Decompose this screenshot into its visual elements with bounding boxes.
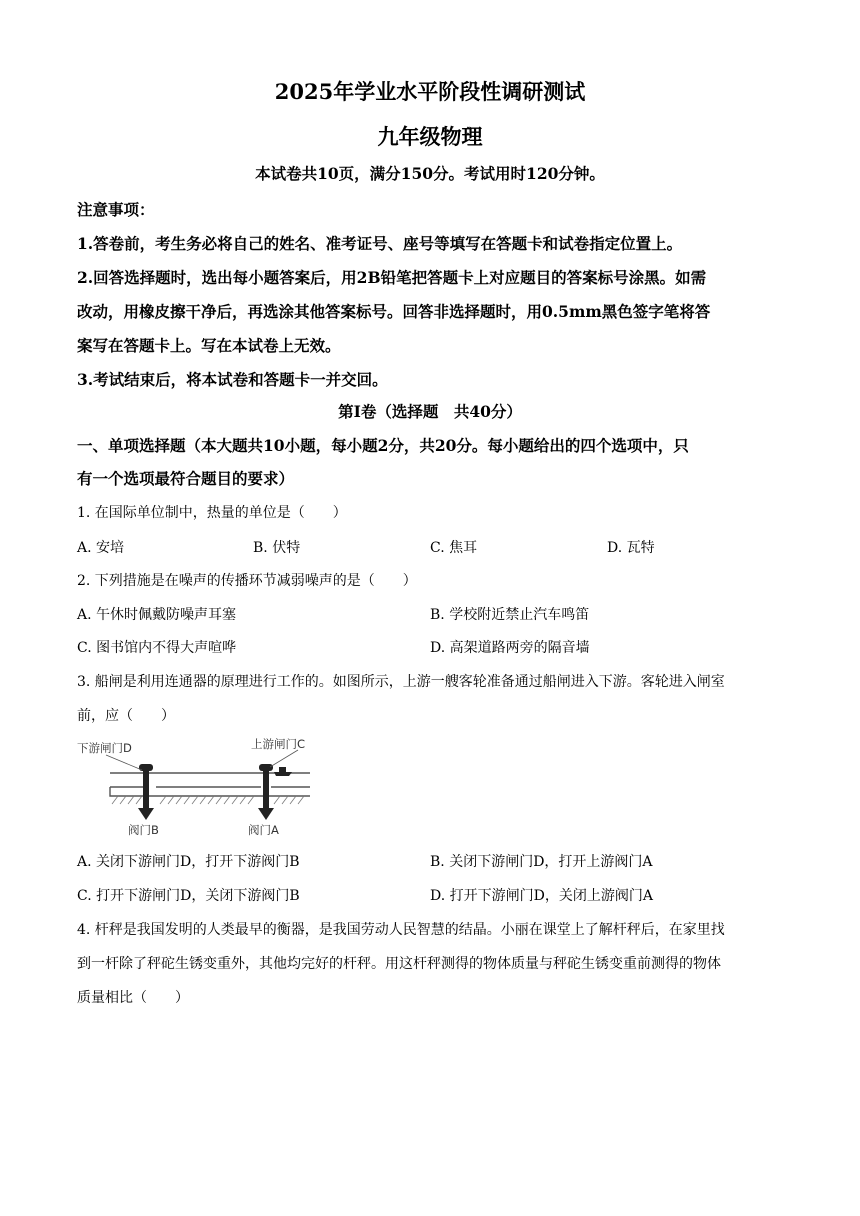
q1-option-b: B. 伏特 — [253, 540, 301, 556]
q4-stem-line-2: 到一杆除了秤砣生锈变重外，其他均完好的杆秤。用这杆秤测得的物体质量与秤砣生锈变重前测得的物体 — [77, 956, 721, 972]
valve-a — [258, 808, 274, 820]
q1-stem: 1. 在国际单位制中，热量的单位是（ ） — [77, 505, 347, 521]
gate-c-post — [263, 770, 269, 810]
ship-hull — [274, 772, 292, 776]
q1-option-a: A. 安培 — [77, 540, 125, 556]
gate-d-post — [143, 770, 149, 810]
q3-stem-line-2: 前，应（ ） — [77, 708, 175, 724]
exam-title: 2025年学业水平阶段性调研测试 — [274, 79, 586, 104]
leader-gate-d — [106, 755, 142, 770]
q3-option-b: B. 关闭下游闸门D，打开上游阀门A — [430, 854, 653, 870]
label-gate-c: 上游闸门C — [251, 737, 306, 751]
label-valve-a: 阀门A — [248, 823, 279, 837]
notice-item-2-line-2: 改动，用橡皮擦干净后，再选涂其他答案标号。回答非选择题时，用0.5mm黑色签字笔将答 — [77, 302, 711, 321]
notice-item-2-line-3: 案写在答题卡上。写在本试卷上无效。 — [77, 336, 341, 355]
q2-option-a: A. 午休时佩戴防噪声耳塞 — [77, 607, 237, 623]
channel-bottom — [110, 787, 310, 796]
exam-subtitle: 九年级物理 — [377, 124, 483, 149]
volume-heading: 第Ⅰ卷（选择题 共40分） — [338, 402, 522, 421]
q1-option-c: C. 焦耳 — [430, 540, 478, 556]
q1-option-d: D. 瓦特 — [607, 540, 655, 556]
notice-item-2-line-1: 2.回答选择题时，选出每小题答案后，用2B铅笔把答题卡上对应题目的答案标号涂黑。如需 — [77, 268, 707, 287]
part1-heading-line-1: 一、单项选择题（本大题共10小题，每小题2分，共20分。每小题给出的四个选项中，只 — [77, 436, 689, 455]
gate-c — [259, 764, 273, 771]
q2-option-b: B. 学校附近禁止汽车鸣笛 — [430, 607, 590, 623]
notice-item-3: 3.考试结束后，将本试卷和答题卡一并交回。 — [77, 370, 388, 389]
q2-option-c: C. 图书馆内不得大声喧哗 — [77, 640, 237, 656]
q3-option-c: C. 打开下游闸门D，关闭下游阀门B — [77, 888, 300, 904]
notice-item-1: 1.答卷前，考生务必将自己的姓名、准考证号、座号等填写在答题卡和试卷指定位置上。 — [77, 234, 683, 253]
ship-lock-diagram — [76, 734, 316, 842]
q4-stem-line-1: 4. 杆秤是我国发明的人类最早的衡器，是我国劳动人民智慧的结晶。小丽在课堂上了解杆秤后，在家里找 — [77, 922, 725, 938]
q2-stem: 2. 下列措施是在噪声的传播环节减弱噪声的是（ ） — [77, 573, 417, 589]
leader-gate-c — [270, 750, 298, 767]
q4-stem-line-3: 质量相比（ ） — [77, 990, 189, 1006]
notice-heading: 注意事项： — [77, 200, 155, 219]
ground-hatching — [112, 796, 304, 804]
label-valve-b: 阀门B — [128, 823, 159, 837]
label-gate-d: 下游闸门D — [77, 741, 132, 755]
part1-heading-line-2: 有一个选项最符合题目的要求） — [77, 469, 295, 488]
valve-b — [138, 808, 154, 820]
ship-cabin — [279, 767, 286, 772]
q3-option-a: A. 关闭下游闸门D，打开下游阀门B — [77, 854, 300, 870]
q2-option-d: D. 高架道路两旁的隔音墙 — [430, 640, 590, 656]
q3-option-d: D. 打开下游闸门D，关闭上游阀门A — [430, 888, 653, 904]
q3-stem-line-1: 3. 船闸是利用连通器的原理进行工作的。如图所示，上游一艘客轮准备通过船闸进入下游。客轮进入闸室 — [77, 674, 725, 690]
exam-info: 本试卷共10页，满分150分。考试用时120分钟。 — [255, 164, 605, 183]
